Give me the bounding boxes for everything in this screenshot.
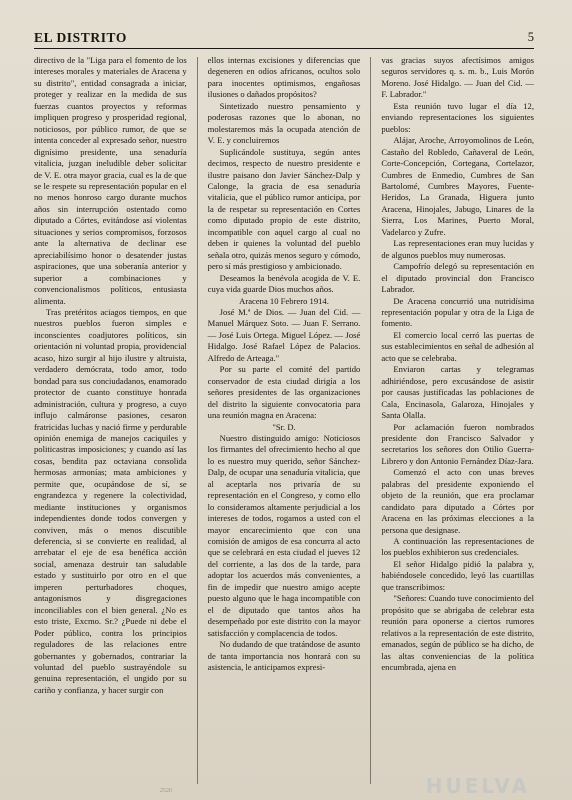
paragraph: Las representaciones eran muy lucidas y de algunos pueblos muy numerosas. bbox=[381, 238, 535, 260]
paragraph: Deseamos la benévola acogida de V. E. cuya vida guarde Dios muchos años. bbox=[207, 272, 361, 295]
paragraph: Esta reunión tuvo lugar el día 12, enviando representaciones los siguientes pueblos: bbox=[381, 100, 535, 134]
page-number: 5 bbox=[527, 30, 534, 44]
paragraph: Campofrío delegó su representación en el diputado provincial don Francisco Labrador. bbox=[381, 261, 535, 295]
column-3 bbox=[381, 55, 534, 790]
paragraph: Nuestro distinguido amigo: Noticiosos los firmantes del ofrecimiento hecho al que lo es nuestro muy querido, señor Sánchez-Dalp, de ocupar una senaduría vitalicia, que al aceptarla nos privaría de su representación en el Congreso, y como ello lo consideramos altamente perjudicial a los intereses de todos, rogamos a usted con el mayor encarecimiento que con una comisión de amigos de esa concurra al acto que se celebrará en esta ciudad el jueves 12 del corriente, a las dos de la tarde, para adoptar los acuerdos más convenientes, a fin de impedir que nuestro amigo acepte puesto alguno que le haga incompatible con el de diputado que tantos años ha desempeñado por este distrito con la mayor satisfacción y complacencia de todos. bbox=[207, 432, 361, 638]
paragraph: vas gracias suyos afectísimos amigos seguros servidores q. s. m. b., Luis Morón Moreno. José Hidalgo. — Juan del Cid. — F. Labrador." bbox=[381, 55, 535, 100]
paragraph: El señor Hidalgo pidió la palabra y, habiéndosele concedido, leyó las cuartillas que transcribimos: bbox=[381, 558, 535, 592]
column-divider bbox=[370, 57, 371, 784]
column-1 bbox=[34, 55, 187, 790]
text-columns bbox=[34, 55, 534, 790]
header-rule bbox=[34, 48, 534, 49]
running-head bbox=[34, 30, 534, 46]
pencil-mark: 2520 bbox=[160, 788, 172, 794]
town-list: Alájar, Aroche, Arroyomolinos de León, Castaño del Robledo, Cañaveral de León, Corte-Concepción, Cortegana, Cortelazor, Cumbres de Enmedio, Cumbres de San Bartolomé, Cumbres Mayores, Fuente-Heridos, La Granada, Higuera junto Aracena, Hinojales, Jabugo, Linares de la Sierra, Los Marines, Puerto Moral, Vadelarco y Zufre. bbox=[381, 135, 535, 237]
newspaper-title: EL DISTRITO bbox=[34, 30, 128, 45]
paragraph: Por aclamación fueron nombrados presidente don Francisco Salvador y secretarios los señores don Otilio Guerra-Librero y don Antonio Fernández Díaz-Jara. bbox=[381, 421, 535, 466]
column-divider bbox=[197, 57, 198, 784]
paragraph: Enviaron cartas y telegramas adhiriéndose, pero excusándose de asistir por causas justificadas las poblaciones de Cala, Encinasola, Galaroza, Hinojales y Santa Olalla. bbox=[381, 364, 535, 421]
paragraph: directivo de la "Liga para el fomento de los intereses morales y materiales de Aracena y su distrito", entidad consagrada a iniciar, proteger y realizar en la medida de sus fuerzas cuantos proyectos y reformas impliquen progreso y prosperidad regional, noticiosos, por público rumor, de que se intenta conceder al expresado señor, nuestro dignísimo presidente, una senaduría vitalicia, juzgan ineludible deber solicitar de V. E. otra mayor gracia, cual es la de que se le respete su representación popular en el no menos honroso cargo durante muchos años sin interrupción ostentado como diputado a Córtes, evitándose así violentas situaciones y serios compromisos, forzosos ante la alternativa de declinar ese apreciabilísimo honor o desatender justas aspiraciones, que una soberanía anterior y superior a combinaciones y convencionalismos políticos, entusiasta alimenta. bbox=[34, 55, 187, 306]
library-watermark: HUELVA bbox=[425, 774, 530, 798]
paragraph: A continuación las representaciones de los pueblos exhibieron sus credenciales. bbox=[381, 536, 535, 558]
paragraph: Suplicándole sustituya, según antes decimos, respecto de nuestro presidente e ilustre paisano don Javier Sánchez-Dalp y Calonge, la gracia de esa senaduría vitalicia, que el público rumor anticipa, por la de respetar su representación en Cortes como diputado propio de este distrito, incompatible con aquel cargo al cual no deben ir quienes la voluntad del pueblo señala otro, quizás menos seguro y cómodo, pero sí más prestigioso y ambicionado. bbox=[207, 146, 361, 272]
salutation: "Sr. D. bbox=[272, 421, 296, 432]
paragraph: Comenzó el acto con unas breves palabras del presidente exponiendo el objeto de la reunión, que era proclamar candidato para diputado a Córtes por Aracena en las próximas elecciones a la persona que designase. bbox=[381, 467, 535, 535]
paragraph: ellos internas excisiones y diferencias que degeneren en odios africanos, ocultos solo para inocentes optimismos, engañosas ilusiones o dañados propósitos? bbox=[207, 55, 361, 100]
paragraph: "Señores: Cuando tuve conocimiento del propósito que se abrigaba de celebrar esta reunión para oponerse a ciertos rumores relativos a la representación de este distrito, emanados, según de público se ha dicho, de las altas conveniencias de la política encumbrada, ajena en bbox=[381, 593, 535, 673]
signatories: José M.ª de Dios. — Juan del Cid. — Manuel Márquez Soto. — Juan F. Serrano. — José Luis Ortega. Miguel López. — José Hidalgo. José Rafael López de Palacios. Alfredo de Arteaga." bbox=[207, 306, 361, 363]
column-2 bbox=[208, 55, 361, 790]
paragraph: No dudando de que tratándose de asunto de tanta importancia nos honrará con su asistencia, le anticipamos expresi- bbox=[207, 639, 361, 673]
paragraph: Sintetizado nuestro pensamiento y poderosas razones que lo abonan, no molestaremos más la ocupada atención de V. E. y concluiremos bbox=[207, 100, 361, 146]
paragraph: Por su parte el comité del partido conservador de esta ciudad dirigía a los señores presidentes de las organizaciones del distrito la siguiente convocatoria para una reunión magna en Aracena: bbox=[207, 364, 361, 421]
paragraph: De Aracena concurrió una nutridísima representación popular y otra de la Liga de fomento. bbox=[381, 295, 535, 329]
paragraph: Tras pretéritos aciagos tiempos, en que nuestros pueblos fueron simples e inconscientes coadjutores políticos, sin orientación ni voluntad propia, providencial acaso, hizo surgir al hijo ilustre y altruista, verdadero demócrata, todo amor, todo bondad para sus conciudadanos, enamorado protector de cuanto constituye honrada administración, cultura y progreso, a cuyo influjo calmáronse pasiones, cesaron fratricidas luchas y nació firme y perdurable opinión enemiga de manejos caciquiles y politicastras imposiciones; y cuando así las cosas, bendita paz octaviana consolida hermosas armonías; mata ambiciones y permite que, ocupándose de sí, se engrandezca y regenere la colectividad, mediante instituciones y organismos independientes donde todos convergen y conviven, más o menos discutible deferencia, si se convierte en realidad, al arrebatar el eje de esa benéfica acción social, amenaza destruir tan saludable estado y sustituirlo por otro en el que imperen perturbadores choques, antagonismos y disgregaciones inconciliables con el bien general. ¿No es esto triste, Excmo. Sr.? ¿Puede ni debe el Poder público, contra los principios reguladores de las relaciones entre gobernantes y gobernados, contrariar la voluntad del pueblo sustrayéndole su genuina representación, el ungido por su cariño y confianza, y hacer surgir con bbox=[34, 306, 187, 695]
letter-date: Aracena 10 Febrero 1914. bbox=[239, 295, 329, 306]
paragraph: El comercio local cerró las puertas de sus establecimientos en señal de adhesión al acto que se celebraba. bbox=[381, 329, 535, 363]
